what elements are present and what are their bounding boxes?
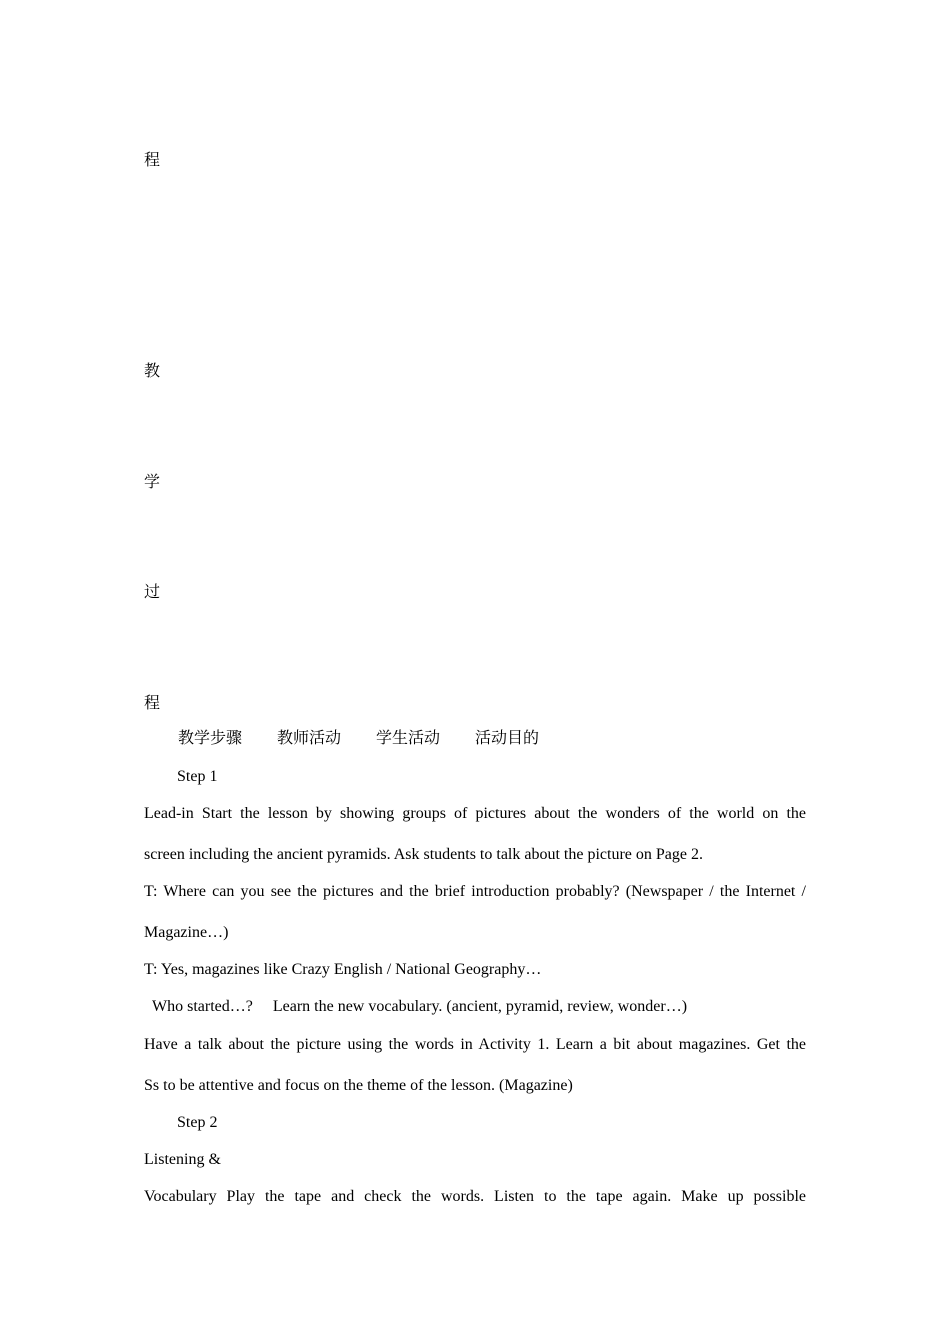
step1-title: Step 1 bbox=[177, 768, 218, 785]
step2-line-1: Listening & bbox=[144, 1151, 221, 1168]
header-steps: 教学步骤 bbox=[178, 730, 243, 747]
step1-line-2: screen including the ancient pyramids. Ask students to talk about the picture on Page 2. bbox=[144, 846, 703, 863]
table-headers bbox=[178, 729, 570, 749]
step1-line-1: Lead-in Start the lesson by showing groups of pictures about the wonders of the world on the bbox=[144, 805, 806, 822]
step2-line-2: Vocabulary Play the tape and check the words. Listen to the tape again. Make up possible bbox=[144, 1188, 806, 1205]
side-char-2: 教 bbox=[144, 363, 161, 380]
step1-line-5: T: Yes, magazines like Crazy English / National Geography… bbox=[144, 961, 542, 978]
header-activity-purpose: 活动目的 bbox=[475, 730, 540, 747]
step2-title: Step 2 bbox=[177, 1114, 218, 1131]
step1-line-3: T: Where can you see the pictures and the brief introduction probably? (Newspaper / the Internet / bbox=[144, 883, 806, 900]
side-char-5: 程 bbox=[144, 695, 161, 712]
side-char-4: 过 bbox=[144, 584, 161, 601]
side-char-3: 学 bbox=[144, 474, 161, 491]
header-student-activity: 学生活动 bbox=[376, 730, 441, 747]
side-char-1: 程 bbox=[144, 152, 161, 169]
step1-line-4: Magazine…) bbox=[144, 924, 229, 941]
step1-line-7: Have a talk about the picture using the words in Activity 1. Learn a bit about magazines. Get the bbox=[144, 1036, 806, 1053]
step1-line-6: Who started…? Learn the new vocabulary. (ancient, pyramid, review, wonder…) bbox=[152, 998, 688, 1015]
step1-line-8: Ss to be attentive and focus on the theme of the lesson. (Magazine) bbox=[144, 1077, 573, 1094]
header-teacher-activity: 教师活动 bbox=[277, 730, 342, 747]
